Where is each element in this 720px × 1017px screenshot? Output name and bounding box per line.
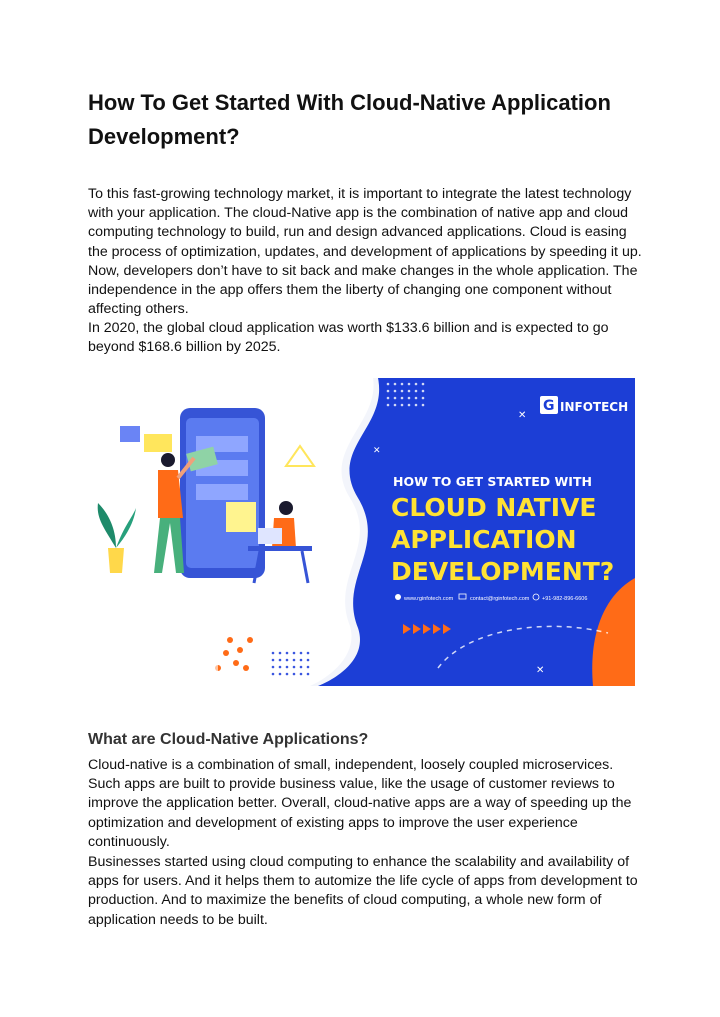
intro-statistic-paragraph: In 2020, the global cloud application was worth $133.6 billion and is expected to go beyond $168.6 billion by 2025. [88, 320, 609, 356]
brand-letter: G [543, 398, 555, 414]
phone-illustration [180, 408, 265, 578]
section-paragraph: Cloud-native is a combination of small, independent, loosely coupled microservices. Such apps are built to provide business value, like the usage of customer reviews to improve the application better. Overall, cloud-native apps are a way of speeding up the optimization and development of existing apps to improve the user experience continuously. [88, 757, 632, 850]
contact-email: contact@rginfotech.com [470, 596, 530, 602]
x-mark-icon: ✕ [518, 410, 527, 421]
banner-heading-line2: APPLICATION [391, 525, 577, 554]
svg-text:✕: ✕ [373, 445, 381, 455]
svg-text:✕: ✕ [536, 665, 545, 676]
article-banner-image [88, 378, 635, 686]
globe-icon [395, 594, 401, 600]
banner-heading-line1: CLOUD NATIVE [391, 493, 597, 522]
page-title: How To Get Started With Cloud-Native Application Development? [88, 90, 611, 149]
brand-name: INFOTECH [560, 400, 629, 414]
banner-heading-line3: DEVELOPMENT? [391, 557, 615, 586]
section-paragraph-2: Businesses started using cloud computing to enhance the scalability and availability of apps for users. And it helps them to automize the life cycle of apps from development to production. And to maximize the benefits of cloud computing, a whole new form of application needs to be built. [88, 854, 638, 928]
contact-phone: +91-982-896-6606 [542, 596, 588, 602]
intro-paragraph: To this fast-growing technology market, it is important to integrate the latest technology with your application. The cloud-Native app is the combination of native app and cloud computing technology to build, run and design advanced applications. Cloud is easing the process of optimization, updates, and development of applications by speeding it up. Now, developers don’t have to sit back and make changes in the whole application. The independence in the app offers them the liberty of changing one component without affecting others. [88, 186, 642, 318]
section-heading: What are Cloud-Native Applications? [88, 731, 369, 748]
banner-subheading: HOW TO GET STARTED WITH [393, 474, 592, 489]
contact-web: www.rginfotech.com [404, 596, 454, 602]
